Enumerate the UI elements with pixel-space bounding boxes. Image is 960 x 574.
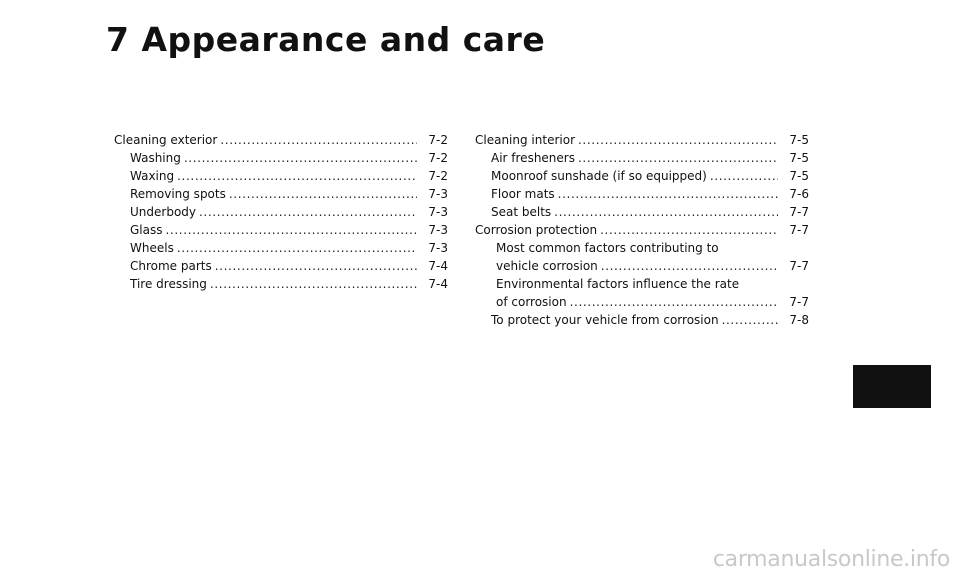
toc-label: Washing (130, 151, 181, 165)
dot-leader (601, 257, 778, 275)
toc-label: To protect your vehicle from corrosion (491, 313, 719, 327)
toc-entry-floor-mats[interactable] (475, 185, 809, 203)
toc-page: 7-7 (789, 223, 809, 237)
toc-entry-tire-dressing[interactable] (114, 275, 448, 293)
dot-leader (166, 221, 418, 239)
dot-leader (722, 311, 778, 329)
toc-label: of corrosion (496, 295, 567, 309)
toc-label-line1: Most common factors contributing to (496, 241, 719, 255)
toc-page: 7-3 (428, 241, 448, 255)
toc-label: Removing spots (130, 187, 226, 201)
dot-leader (199, 203, 417, 221)
dot-leader (554, 203, 778, 221)
toc-page: 7-4 (428, 277, 448, 291)
toc-entry-air-fresheners[interactable] (475, 149, 809, 167)
toc-entry-removing-spots[interactable] (114, 185, 448, 203)
dot-leader (177, 239, 417, 257)
toc-page: 7-6 (789, 187, 809, 201)
toc-page: 7-7 (789, 295, 809, 309)
dot-leader (220, 131, 417, 149)
toc-left-column (114, 131, 448, 293)
dot-leader (578, 131, 778, 149)
watermark: carmanualsonline.info (712, 547, 950, 572)
toc-label: Corrosion protection (475, 223, 598, 237)
toc-entry-waxing[interactable] (114, 167, 448, 185)
dot-leader (558, 185, 778, 203)
toc-label: Glass (130, 223, 163, 237)
toc-label: Floor mats (491, 187, 555, 201)
dot-leader (710, 167, 778, 185)
dot-leader (578, 149, 778, 167)
dot-leader (210, 275, 417, 293)
chapter-thumb-tab (853, 365, 931, 408)
toc-label: Waxing (130, 169, 175, 183)
toc-entry-washing[interactable] (114, 149, 448, 167)
toc-entry-moonroof-sunshade[interactable] (475, 167, 809, 185)
toc-page: 7-7 (789, 259, 809, 273)
toc-right-column (475, 131, 809, 329)
toc-label: Air fresheners (491, 151, 575, 165)
dot-leader (570, 293, 778, 311)
toc-page: 7-4 (428, 259, 448, 273)
toc-page: 7-2 (428, 133, 448, 147)
toc-entry-glass[interactable] (114, 221, 448, 239)
dot-leader (177, 167, 417, 185)
toc-entry-cleaning-interior[interactable] (475, 131, 809, 149)
toc-page: 7-7 (789, 205, 809, 219)
toc-entry-environmental-factors[interactable] (475, 275, 809, 311)
toc-label: Cleaning interior (475, 133, 575, 147)
toc-page: 7-3 (428, 205, 448, 219)
toc-label: Wheels (130, 241, 174, 255)
toc-entry-corrosion-protection[interactable] (475, 221, 809, 239)
dot-leader (184, 149, 417, 167)
toc-entry-seat-belts[interactable] (475, 203, 809, 221)
toc-page: 7-5 (789, 151, 809, 165)
toc-label: Chrome parts (130, 259, 212, 273)
toc-label: Tire dressing (130, 277, 207, 291)
toc-page: 7-8 (789, 313, 809, 327)
toc-label: Seat belts (491, 205, 552, 219)
toc-page: 7-3 (428, 187, 448, 201)
toc-label: Cleaning exterior (114, 133, 218, 147)
toc-label: Moonroof sunshade (if so equipped) (491, 169, 707, 183)
toc-entry-cleaning-exterior[interactable] (114, 131, 448, 149)
toc-page: 7-3 (428, 223, 448, 237)
toc-entry-underbody[interactable] (114, 203, 448, 221)
dot-leader (215, 257, 417, 275)
toc-label-line1: Environmental factors influence the rate (496, 277, 740, 291)
toc-page: 7-5 (789, 169, 809, 183)
toc-entry-common-factors[interactable] (475, 239, 809, 275)
dot-leader (229, 185, 417, 203)
toc-label: Underbody (130, 205, 196, 219)
toc-entry-chrome-parts[interactable] (114, 257, 448, 275)
toc-page: 7-2 (428, 151, 448, 165)
toc-label: vehicle corrosion (496, 259, 598, 273)
toc-page: 7-2 (428, 169, 448, 183)
toc-page: 7-5 (789, 133, 809, 147)
dot-leader (600, 221, 778, 239)
toc-entry-protect-vehicle[interactable] (475, 311, 809, 329)
chapter-title: 7 Appearance and care (106, 20, 546, 59)
toc-entry-wheels[interactable] (114, 239, 448, 257)
